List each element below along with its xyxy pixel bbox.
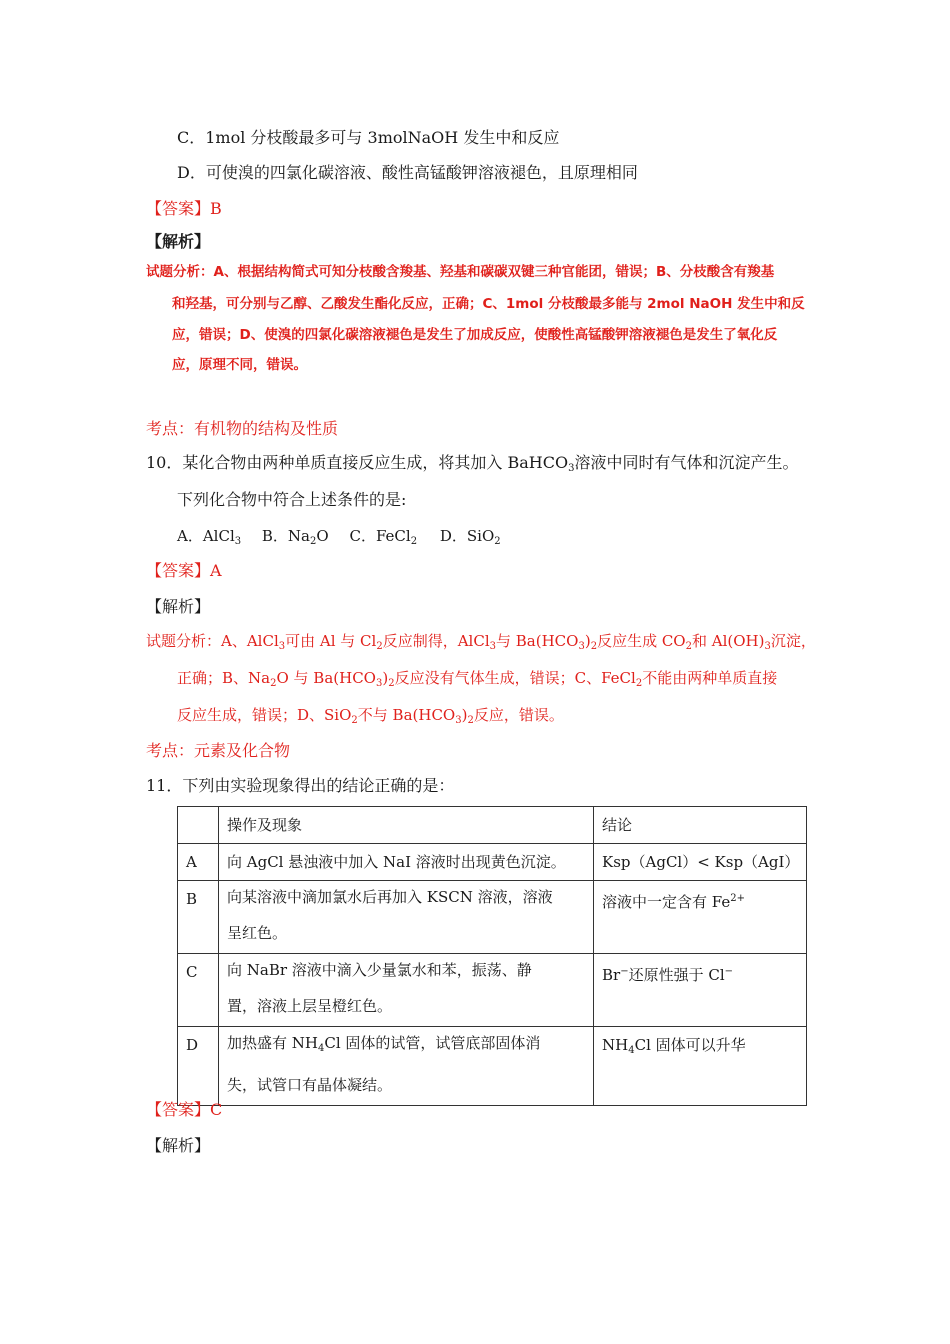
text: Cl 固体的试管，试管底部固体消 xyxy=(324,1034,541,1052)
operation-line: 失，试管口有晶体凝结。 xyxy=(227,1076,393,1094)
option-text: C．FeCl xyxy=(349,527,411,545)
text: 还原性强于 Cl xyxy=(628,966,725,984)
row-label: C xyxy=(178,954,219,1027)
text: ) xyxy=(382,669,389,687)
row-operation xyxy=(219,1027,594,1106)
q9-option-d: D．可使溴的四氯化碳溶液、酸性高锰酸钾溶液褪色，且原理相同 xyxy=(177,163,638,182)
row-label: A xyxy=(178,844,219,881)
subscript: 2 xyxy=(410,536,418,547)
q10-analysis-line-2 xyxy=(177,668,777,694)
text: 正确；B、Na xyxy=(177,669,271,687)
text: 与 Ba(HCO xyxy=(496,632,579,650)
subscript: 2 xyxy=(310,536,317,547)
table-row xyxy=(178,844,807,881)
q10-stem-part: 10．某化合物由两种单质直接反应生成，将其加入 BaHCO xyxy=(146,453,569,472)
text: Cl 固体可以升华 xyxy=(634,1036,746,1054)
q10-options xyxy=(177,526,501,552)
q10-stem-line-2: 下列化合物中符合上述条件的是: xyxy=(177,490,407,509)
text: 加热盛有 NH xyxy=(227,1034,318,1052)
q10-answer xyxy=(146,561,222,581)
table-row xyxy=(178,1027,807,1106)
text: 溶液中一定含有 Fe xyxy=(602,893,731,911)
q9-analysis-line-3: 应，错误；D、使溴的四氯化碳溶液褪色是发生了加成反应，使酸性高锰酸钾溶液褪色是发生了氧化反 xyxy=(172,327,778,343)
row-operation: 向 AgCl 悬浊液中加入 NaI 溶液时出现黄色沉淀。 xyxy=(219,844,594,881)
subscript: 3 xyxy=(455,715,462,726)
option-text: O xyxy=(316,527,329,545)
subscript: 2 xyxy=(635,678,643,689)
q9-analysis-line-2: 和羟基，可分别与乙醇、乙酸发生酯化反应，正确；C、1mol 分枝酸最多能与 2mol NaOH 发生中和反 xyxy=(172,296,805,312)
row-label: D xyxy=(178,1027,219,1106)
subscript: 2 xyxy=(388,678,395,689)
q11-answer xyxy=(146,1100,222,1120)
answer-value: A xyxy=(210,561,222,580)
subscript: 2 xyxy=(494,536,501,547)
superscript: − xyxy=(724,966,734,977)
table-header-cell: 操作及现象 xyxy=(219,807,594,844)
option-text: B．Na xyxy=(261,527,310,545)
text: ) xyxy=(584,632,591,650)
operation-line: 向 NaBr 溶液中滴入少量氯水和苯，振荡、静 xyxy=(227,961,532,979)
subscript: 3 xyxy=(234,536,242,547)
subscript: 2 xyxy=(467,715,474,726)
text: 可由 Al 与 Cl xyxy=(285,632,377,650)
q10-analysis-line-1 xyxy=(146,631,816,657)
operation-line: 向某溶液中滴加氯水后再加入 KSCN 溶液，溶液 xyxy=(227,888,553,906)
subscript: 2 xyxy=(685,641,692,652)
text: 反应没有气体生成，错误；C、FeCl xyxy=(394,669,636,687)
q9-analysis-line-4: 应，原理不同，错误。 xyxy=(172,357,307,373)
subscript: 2 xyxy=(351,715,358,726)
table-header-cell xyxy=(178,807,219,844)
text: 反应生成，错误；D、SiO xyxy=(177,706,352,724)
row-conclusion xyxy=(594,881,807,954)
superscript: 2+ xyxy=(730,893,745,904)
superscript: − xyxy=(620,966,629,977)
q11-analysis-label: 【解析】 xyxy=(146,1136,211,1155)
subscript: 3 xyxy=(375,678,383,689)
subscript: 3 xyxy=(578,641,585,652)
option-text: D．SiO xyxy=(439,527,495,545)
answer-label: 【答案】 xyxy=(146,199,211,218)
subscript: 3 xyxy=(278,641,286,652)
operation-line: 置，溶液上层呈橙红色。 xyxy=(227,997,393,1015)
q11-stem: 11．下列由实验现象得出的结论正确的是： xyxy=(146,776,455,795)
operation-line: 呈红色。 xyxy=(227,924,288,942)
subscript: 3 xyxy=(568,463,575,474)
subscript: 4 xyxy=(628,1045,635,1056)
text: 沉淀， xyxy=(770,632,816,650)
row-operation xyxy=(219,881,594,954)
q9-answer xyxy=(146,199,222,219)
table-header-row xyxy=(178,807,807,844)
text: ) xyxy=(461,706,468,724)
table-row xyxy=(178,881,807,954)
subscript: 3 xyxy=(764,641,771,652)
q9-option-c: C．1mol 分枝酸最多可与 3molNaOH 发生中和反应 xyxy=(177,128,560,147)
q9-analysis-line-1: 试题分析：A、根据结构简式可知分枝酸含羧基、羟基和碳碳双键三种官能团，错误；B、分枝酸含有羧基 xyxy=(146,264,775,280)
answer-value: C xyxy=(210,1100,223,1119)
text: NH xyxy=(602,1036,629,1054)
q10-kaodian: 考点：元素及化合物 xyxy=(146,741,291,760)
option-text: A．AlCl xyxy=(177,527,235,545)
answer-label: 【答案】 xyxy=(146,1100,211,1119)
q10-analysis-line-3 xyxy=(177,705,564,731)
row-conclusion xyxy=(594,1027,807,1106)
row-operation xyxy=(219,954,594,1027)
q9-analysis-label: 【解析】 xyxy=(146,232,211,251)
answer-value: B xyxy=(210,199,222,218)
subscript: 3 xyxy=(489,641,496,652)
text: Br xyxy=(602,966,621,984)
row-label: B xyxy=(178,881,219,954)
subscript: 2 xyxy=(590,641,598,652)
q10-stem-line-1 xyxy=(146,453,798,479)
text: O 与 Ba(HCO xyxy=(276,669,376,687)
text: 试题分析：A、AlCl xyxy=(146,632,279,650)
table-header-cell: 结论 xyxy=(594,807,807,844)
table-row xyxy=(178,954,807,1027)
text: 不与 Ba(HCO xyxy=(357,706,456,724)
text: 和 Al(OH) xyxy=(691,632,765,650)
operation-line xyxy=(227,1027,585,1065)
row-conclusion: Ksp（AgCl）< Ksp（AgI） xyxy=(594,844,807,881)
text: 反应制得，AlCl xyxy=(382,632,490,650)
subscript: 2 xyxy=(270,678,277,689)
subscript: 2 xyxy=(376,641,383,652)
answer-label: 【答案】 xyxy=(146,561,211,580)
row-conclusion xyxy=(594,954,807,1027)
text: 反应生成 CO xyxy=(597,632,686,650)
q10-option-d xyxy=(440,527,501,545)
q10-stem-part: 溶液中同时有气体和沉淀产生。 xyxy=(574,453,799,472)
q11-table xyxy=(177,806,807,1106)
text: 不能由两种单质直接 xyxy=(642,669,778,687)
q10-option-a xyxy=(177,527,241,545)
subscript: 4 xyxy=(317,1043,325,1054)
q10-option-c xyxy=(349,527,417,545)
q9-kaodian: 考点：有机物的结构及性质 xyxy=(146,419,339,438)
text: 反应，错误。 xyxy=(473,706,564,724)
q10-analysis-label: 【解析】 xyxy=(146,597,211,616)
q10-option-b xyxy=(262,527,329,545)
